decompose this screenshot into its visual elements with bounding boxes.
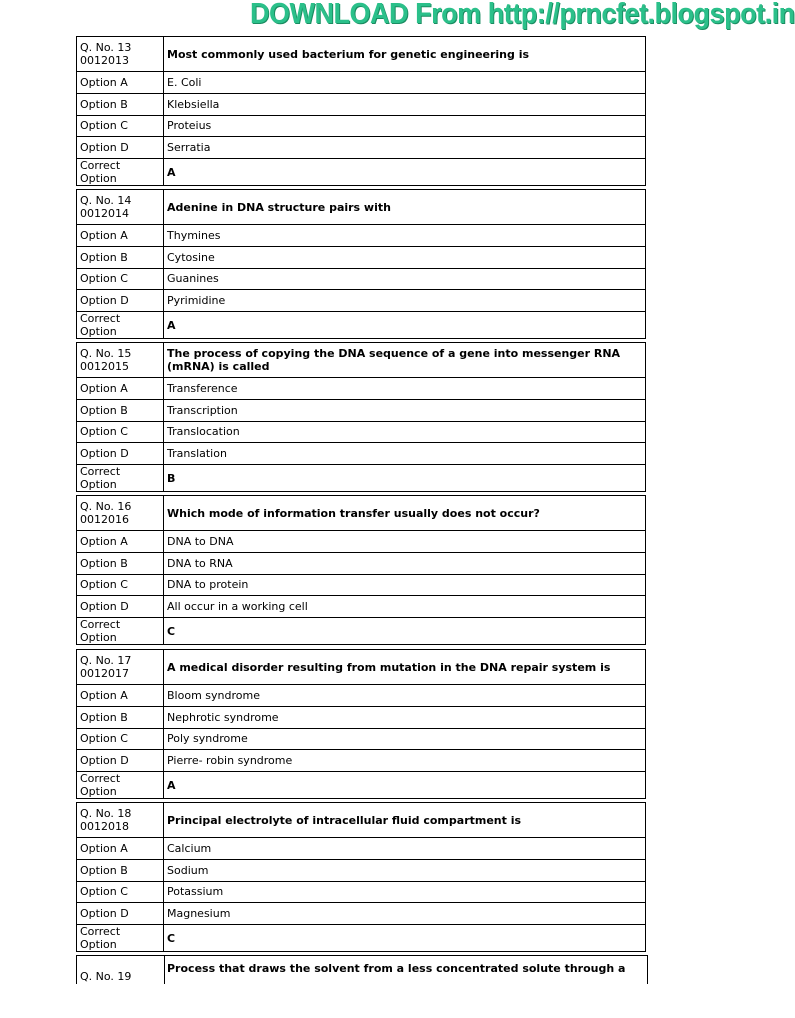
question-code: 0012017 xyxy=(80,667,129,680)
correct-option-value: A xyxy=(164,159,646,186)
question-number-cell xyxy=(77,37,164,72)
question-code: 0012014 xyxy=(80,207,129,220)
question-text: Adenine in DNA structure pairs with xyxy=(164,190,646,225)
option-value: Nephrotic syndrome xyxy=(164,706,646,728)
option-value: Transcription xyxy=(164,399,646,421)
option-key: Option C xyxy=(77,881,164,903)
question-number-cell xyxy=(77,343,164,378)
correct-option-value: B xyxy=(164,465,646,492)
correct-option-label: Correct Option xyxy=(77,312,164,339)
question-19-partial xyxy=(76,955,648,984)
option-key: Option A xyxy=(77,72,164,94)
question-number: Q. No. 13 xyxy=(80,41,132,54)
question-code: 0012013 xyxy=(80,54,129,67)
question-number: Q. No. 19 xyxy=(80,970,132,983)
correct-option-label: Correct Option xyxy=(77,772,164,799)
option-value: DNA to DNA xyxy=(164,531,646,553)
option-value: Bloom syndrome xyxy=(164,685,646,707)
option-key: Option A xyxy=(77,685,164,707)
option-value: Cytosine xyxy=(164,246,646,268)
question-number: Q. No. 14 xyxy=(80,194,132,207)
correct-option-label: Correct Option xyxy=(77,925,164,952)
question-table xyxy=(76,802,646,952)
correct-option-value: C xyxy=(164,925,646,952)
option-key: Option B xyxy=(77,93,164,115)
option-key: Option B xyxy=(77,859,164,881)
question-code: 0012018 xyxy=(80,820,129,833)
option-value: Translation xyxy=(164,443,646,465)
correct-option-label: Correct Option xyxy=(77,618,164,645)
correct-option-value: C xyxy=(164,618,646,645)
option-key: Option A xyxy=(77,531,164,553)
option-key: Option C xyxy=(77,421,164,443)
option-value: Thymines xyxy=(164,225,646,247)
question-number-cell xyxy=(77,190,164,225)
option-key: Option D xyxy=(77,443,164,465)
option-key: Option A xyxy=(77,838,164,860)
option-value: Translocation xyxy=(164,421,646,443)
question-number: Q. No. 18 xyxy=(80,807,132,820)
correct-option-label: Correct Option xyxy=(77,465,164,492)
question-number-cell xyxy=(77,496,164,531)
question-table xyxy=(76,649,646,799)
question-text: Principal electrolyte of intracellular fluid compartment is xyxy=(164,803,646,838)
question-text: Most commonly used bacterium for genetic engineering is xyxy=(164,37,646,72)
question-number: Q. No. 17 xyxy=(80,654,132,667)
option-value: Pyrimidine xyxy=(164,290,646,312)
option-key: Option A xyxy=(77,225,164,247)
question-table xyxy=(76,342,646,492)
question-table xyxy=(76,495,646,645)
option-value: Klebsiella xyxy=(164,93,646,115)
correct-option-label: Correct Option xyxy=(77,159,164,186)
option-value: DNA to RNA xyxy=(164,552,646,574)
question-number-cell xyxy=(77,650,164,685)
download-banner: DOWNLOAD From http://prncfet.blogspot.in xyxy=(250,0,795,30)
option-key: Option D xyxy=(77,903,164,925)
option-key: Option D xyxy=(77,750,164,772)
option-value: DNA to protein xyxy=(164,574,646,596)
correct-option-value: A xyxy=(164,772,646,799)
option-value: Proteius xyxy=(164,115,646,137)
option-key: Option A xyxy=(77,378,164,400)
option-value: Calcium xyxy=(164,838,646,860)
option-value: Poly syndrome xyxy=(164,728,646,750)
option-key: Option D xyxy=(77,137,164,159)
option-key: Option B xyxy=(77,399,164,421)
option-value: All occur in a working cell xyxy=(164,596,646,618)
option-key: Option C xyxy=(77,268,164,290)
option-key: Option C xyxy=(77,574,164,596)
option-key: Option C xyxy=(77,115,164,137)
question-code: 0012016 xyxy=(80,513,129,526)
option-value: E. Coli xyxy=(164,72,646,94)
question-number-cell xyxy=(77,803,164,838)
question-text: Process that draws the solvent from a less concentrated solute through a xyxy=(167,962,626,975)
question-number: Q. No. 16 xyxy=(80,500,132,513)
question-text: The process of copying the DNA sequence of a gene into messenger RNA (mRNA) is called xyxy=(164,343,646,378)
question-table xyxy=(76,36,646,186)
question-code: 0012015 xyxy=(80,360,129,373)
question-table xyxy=(76,189,646,339)
option-value: Guanines xyxy=(164,268,646,290)
option-key: Option B xyxy=(77,246,164,268)
question-text: A medical disorder resulting from mutation in the DNA repair system is xyxy=(164,650,646,685)
option-value: Transference xyxy=(164,378,646,400)
option-key: Option C xyxy=(77,728,164,750)
correct-option-value: A xyxy=(164,312,646,339)
question-number: Q. No. 15 xyxy=(80,347,132,360)
option-key: Option B xyxy=(77,552,164,574)
divider xyxy=(164,956,165,984)
option-value: Pierre- robin syndrome xyxy=(164,750,646,772)
option-value: Magnesium xyxy=(164,903,646,925)
option-value: Serratia xyxy=(164,137,646,159)
option-key: Option D xyxy=(77,596,164,618)
question-text: Which mode of information transfer usually does not occur? xyxy=(164,496,646,531)
option-key: Option B xyxy=(77,706,164,728)
option-value: Sodium xyxy=(164,859,646,881)
option-key: Option D xyxy=(77,290,164,312)
option-value: Potassium xyxy=(164,881,646,903)
